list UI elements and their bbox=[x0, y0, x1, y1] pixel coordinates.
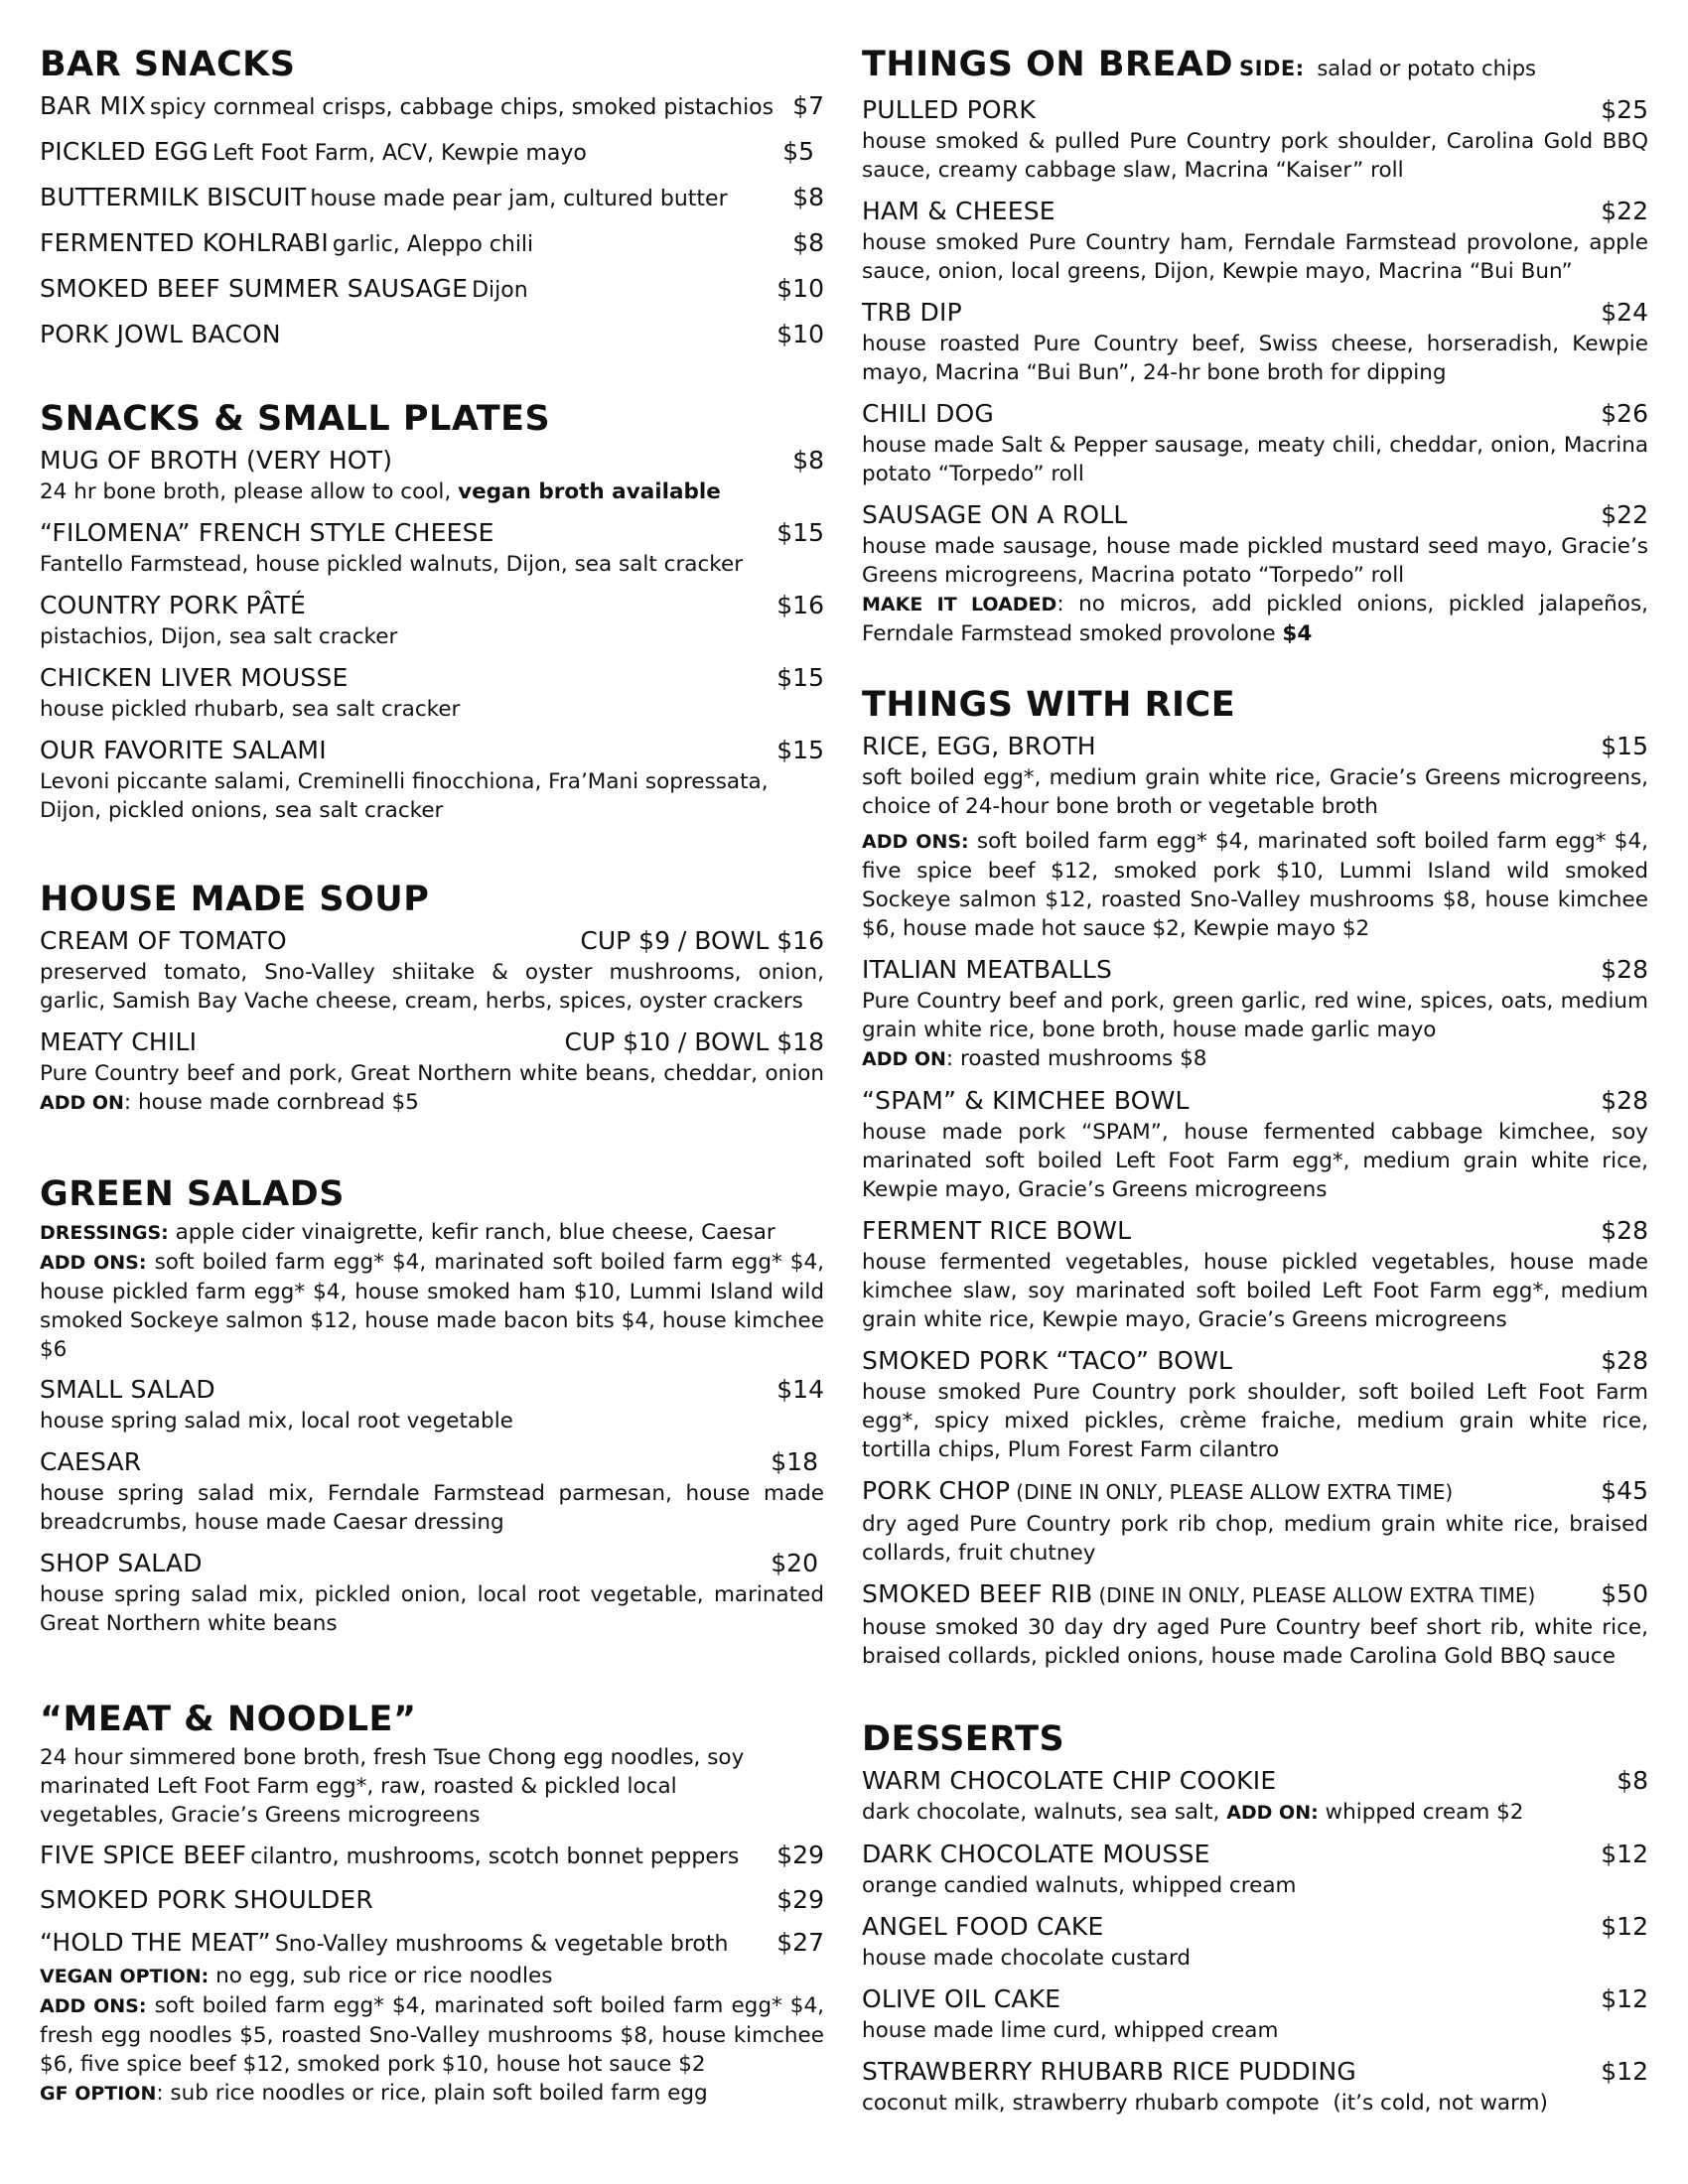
section-snacks-small-plates bbox=[40, 399, 824, 834]
item-description: dark chocolate, walnuts, sea salt, ADD ON: whipped cream $2 bbox=[862, 1800, 1524, 1825]
item-price: $26 bbox=[1601, 399, 1648, 428]
item-description: house spring salad mix, local root vegetable bbox=[40, 1409, 513, 1433]
item-price: $29 bbox=[776, 1841, 824, 1869]
item-price: $15 bbox=[776, 518, 824, 547]
item-price: $25 bbox=[1601, 95, 1648, 124]
item-description: house fermented vegetables, house pickled vegetables, house made kimchee slaw, soy marinated soft boiled Left Foot Farm egg*, medium grain white rice, Kewpie mayo, Gracie’s Greens microgreens bbox=[862, 1250, 1648, 1332]
item-description: house made pear jam, cultured butter bbox=[310, 187, 728, 211]
item-description: house pickled rhubarb, sea salt cracker bbox=[40, 697, 461, 722]
add-on-note: ADD ON: roasted mushrooms $8 bbox=[862, 1046, 1207, 1071]
item-price: $50 bbox=[1601, 1579, 1648, 1608]
item-name: WARM CHOCOLATE CHIP COOKIE bbox=[862, 1766, 1277, 1795]
item-description: Left Foot Farm, ACV, Kewpie mayo bbox=[211, 141, 587, 166]
item-price: $12 bbox=[1601, 1984, 1648, 2013]
menu-item bbox=[862, 194, 1648, 286]
section-title: “MEAT & NOODLE” bbox=[40, 1700, 417, 1739]
item-name: CHICKEN LIVER MOUSSE bbox=[40, 663, 349, 692]
menu-item bbox=[862, 396, 1648, 488]
menu-item bbox=[862, 2054, 1648, 2117]
item-name: MUG OF BROTH (VERY HOT) bbox=[40, 446, 393, 475]
add-ons-note: ADD ONS: soft boiled farm egg* $4, marinated soft boiled farm egg* $4, five spice beef $12, smoked pork $10, Lummi Island wild smoked Sockeye salmon $12, roasted Sno-Valley mushrooms $8, house kimchee $6, house made hot sauce $2, Kewpie mayo $2 bbox=[862, 829, 1648, 941]
item-name: FIVE SPICE BEEF bbox=[40, 1841, 247, 1869]
menu-item bbox=[40, 1024, 824, 1118]
item-price: $18 bbox=[771, 1447, 818, 1476]
menu-item bbox=[40, 88, 824, 125]
item-price: $12 bbox=[1601, 2057, 1648, 2086]
section-title: SNACKS & SMALL PLATES bbox=[40, 399, 551, 439]
menu-item bbox=[40, 180, 824, 216]
section-title: BAR SNACKS bbox=[40, 45, 296, 84]
item-note: (DINE IN ONLY, PLEASE ALLOW EXTRA TIME) bbox=[1098, 1583, 1536, 1607]
menu-item bbox=[862, 1083, 1648, 1204]
menu-item bbox=[40, 134, 824, 171]
menu-item bbox=[40, 1882, 824, 1917]
menu-item bbox=[40, 1372, 824, 1435]
item-description: house spring salad mix, Ferndale Farmstead parmesan, house made breadcrumbs, house made Caesar dressing bbox=[40, 1481, 824, 1535]
menu-item bbox=[40, 588, 824, 651]
item-price: $15 bbox=[776, 663, 824, 692]
item-price: $12 bbox=[1601, 1840, 1648, 1868]
menu-item bbox=[40, 225, 824, 262]
menu-item bbox=[862, 295, 1648, 387]
side-text: salad or potato chips bbox=[1317, 57, 1537, 80]
item-price: $15 bbox=[776, 736, 824, 764]
section-title: THINGS ON BREAD SIDE: salad or potato chips bbox=[862, 45, 1537, 84]
item-name: DARK CHOCOLATE MOUSSE bbox=[862, 1840, 1210, 1868]
menu-item bbox=[862, 729, 1648, 943]
item-description: soft boiled egg*, medium grain white rice, Gracie’s Greens microgreens, choice of 24-hour bone broth or vegetable broth bbox=[862, 765, 1648, 819]
item-price: $27 bbox=[776, 1928, 824, 1957]
item-description: Pure Country beef and pork, green garlic, red wine, spices, oats, medium grain white rice, bone broth, house made garlic mayo bbox=[862, 989, 1648, 1042]
item-price: $15 bbox=[1601, 732, 1648, 760]
menu-item bbox=[862, 1763, 1648, 1828]
item-price: $22 bbox=[1601, 500, 1648, 529]
item-name: BAR MIX bbox=[40, 91, 147, 120]
item-name: PICKLED EGG bbox=[40, 137, 209, 166]
item-name: HAM & CHEESE bbox=[862, 197, 1055, 225]
menu-item bbox=[862, 497, 1648, 648]
item-description: house made chocolate custard bbox=[862, 1946, 1192, 1971]
item-name: PORK JOWL BACON bbox=[40, 320, 281, 348]
item-description: cilantro, mushrooms, scotch bonnet peppers bbox=[250, 1844, 740, 1869]
item-price: $29 bbox=[776, 1885, 824, 1914]
item-description: Dijon bbox=[472, 278, 528, 303]
menu-item bbox=[40, 271, 824, 308]
menu-item bbox=[862, 1576, 1648, 1671]
menu-item bbox=[40, 1925, 824, 1962]
item-description: house smoked Pure Country pork shoulder, soft boiled Left Foot Farm egg*, spicy mixed pickles, crème fraiche, medium grain white rice, tortilla chips, Plum Forest Farm cilantro bbox=[862, 1380, 1648, 1462]
item-price: $20 bbox=[771, 1549, 818, 1577]
item-description: dry aged Pure Country pork rib chop, medium grain white rice, braised collards, fruit chutney bbox=[862, 1512, 1648, 1566]
item-description: Sno-Valley mushrooms & vegetable broth bbox=[274, 1932, 729, 1957]
item-description: coconut milk, strawberry rhubarb compote (it’s cold, not warm) bbox=[862, 2091, 1548, 2116]
menu-item bbox=[40, 515, 824, 579]
item-name: OLIVE OIL CAKE bbox=[862, 1984, 1061, 2013]
item-price: $14 bbox=[776, 1375, 824, 1404]
item-name: PORK CHOP bbox=[862, 1476, 1011, 1505]
menu-item bbox=[40, 1444, 824, 1537]
item-price: $10 bbox=[776, 320, 824, 348]
item-name: SMOKED PORK SHOULDER bbox=[40, 1885, 373, 1914]
section-things-with-rice bbox=[862, 685, 1648, 1680]
item-price: CUP $9 / BOWL $16 bbox=[580, 926, 824, 955]
item-price: CUP $10 / BOWL $18 bbox=[564, 1027, 824, 1056]
item-name: “HOLD THE MEAT” bbox=[40, 1928, 271, 1957]
section-title: THINGS WITH RICE bbox=[862, 685, 1236, 725]
item-price: $7 bbox=[792, 91, 824, 120]
item-price: $16 bbox=[776, 591, 824, 619]
item-name: CREAM OF TOMATO bbox=[40, 926, 287, 955]
item-description: house made Salt & Pepper sausage, meaty chili, cheddar, onion, Macrina potato “Torpedo” roll bbox=[862, 433, 1648, 486]
item-description: preserved tomato, Sno-Valley shiitake & oyster mushrooms, onion, garlic, Samish Bay Vache cheese, cream, herbs, spices, oyster crackers bbox=[40, 960, 824, 1014]
item-name: “SPAM” & KIMCHEE BOWL bbox=[862, 1086, 1190, 1115]
item-name: MEATY CHILI bbox=[40, 1027, 198, 1056]
menu-item bbox=[862, 1473, 1648, 1568]
add-ons-note: ADD ONS: soft boiled farm egg* $4, marinated soft boiled farm egg* $4, fresh egg noodles $5, roasted Sno-Valley mushrooms $8, house kimchee $6, five spice beef $12, smoked pork $10, house hot sauce $2 bbox=[40, 1993, 825, 2077]
menu-item bbox=[40, 733, 824, 825]
item-description: house made lime curd, whipped cream bbox=[862, 2018, 1279, 2043]
item-name: ANGEL FOOD CAKE bbox=[862, 1912, 1104, 1941]
item-name: “FILOMENA” FRENCH STYLE CHEESE bbox=[40, 518, 494, 547]
item-price: $22 bbox=[1601, 197, 1648, 225]
item-price: $24 bbox=[1601, 298, 1648, 327]
section-green-salads bbox=[40, 1174, 824, 1647]
make-it-loaded-note: MAKE IT LOADED: no micros, add pickled onions, pickled jalapeños, Ferndale Farmstead smoked provolone $4 bbox=[862, 592, 1648, 646]
section-meat-noodle bbox=[40, 1700, 824, 2109]
menu-item bbox=[862, 1343, 1648, 1464]
item-name: BUTTERMILK BISCUIT bbox=[40, 183, 307, 211]
menu-item bbox=[40, 443, 824, 506]
menu-item bbox=[40, 1546, 824, 1638]
item-name: SMALL SALAD bbox=[40, 1375, 215, 1404]
item-name: SAUSAGE ON A ROLL bbox=[862, 500, 1128, 529]
item-price: $8 bbox=[792, 228, 824, 257]
section-bar-snacks bbox=[40, 45, 824, 360]
vegan-option-note: VEGAN OPTION: no egg, sub rice or rice noodles bbox=[40, 1964, 553, 1988]
section-title: DESSERTS bbox=[862, 1719, 1065, 1759]
item-description: house roasted Pure Country beef, Swiss cheese, horseradish, Kewpie mayo, Macrina “Bui Bun”, 24-hr bone broth for dipping bbox=[862, 332, 1648, 385]
item-name: RICE, EGG, BROTH bbox=[862, 732, 1096, 760]
menu-item bbox=[862, 1909, 1648, 1973]
item-name: STRAWBERRY RHUBARB RICE PUDDING bbox=[862, 2057, 1356, 2086]
item-price: $28 bbox=[1601, 1346, 1648, 1375]
item-description: house smoked Pure Country ham, Ferndale Farmstead provolone, apple sauce, onion, local greens, Dijon, Kewpie mayo, Macrina “Bui Bun” bbox=[862, 230, 1648, 284]
item-name: PULLED PORK bbox=[862, 95, 1036, 124]
item-price: $28 bbox=[1601, 1216, 1648, 1245]
item-description: spicy cornmeal crisps, cabbage chips, smoked pistachios bbox=[150, 95, 774, 120]
item-price: $8 bbox=[792, 446, 824, 475]
item-name: COUNTRY PORK PÂTÉ bbox=[40, 591, 306, 619]
item-price: $10 bbox=[776, 274, 824, 303]
item-price: $8 bbox=[1617, 1766, 1648, 1795]
section-things-on-bread bbox=[862, 45, 1648, 657]
item-description: house spring salad mix, pickled onion, local root vegetable, marinated Great Northern white beans bbox=[40, 1582, 824, 1636]
item-description: Pure Country beef and pork, Great Northern white beans, cheddar, onion ADD ON: house made cornbread $5 bbox=[40, 1061, 824, 1115]
item-description: orange candied walnuts, whipped cream bbox=[862, 1873, 1297, 1898]
item-name: FERMENT RICE BOWL bbox=[862, 1216, 1132, 1245]
menu-item bbox=[862, 92, 1648, 185]
item-price: $12 bbox=[1601, 1912, 1648, 1941]
dressings-note: DRESSINGS: apple cider vinaigrette, kefir ranch, blue cheese, Caesar bbox=[40, 1220, 775, 1245]
item-name: SHOP SALAD bbox=[40, 1549, 203, 1577]
item-price: $28 bbox=[1601, 1086, 1648, 1115]
item-name: ITALIAN MEATBALLS bbox=[862, 955, 1113, 984]
item-name: OUR FAVORITE SALAMI bbox=[40, 736, 327, 764]
item-description: pistachios, Dijon, sea salt cracker bbox=[40, 624, 398, 649]
item-name: SMOKED PORK “TACO” BOWL bbox=[862, 1346, 1233, 1375]
item-price: $8 bbox=[792, 183, 824, 211]
item-name: FERMENTED KOHLRABI bbox=[40, 228, 329, 257]
menu-item bbox=[40, 923, 824, 1016]
item-name: SMOKED BEEF RIB bbox=[862, 1579, 1093, 1608]
side-label: SIDE: bbox=[1239, 57, 1305, 80]
menu-item bbox=[40, 660, 824, 724]
item-description: house smoked 30 day dry aged Pure Country beef short rib, white rice, braised collards, pickled onions, house made Carolina Gold BBQ sauce bbox=[862, 1615, 1648, 1669]
menu-item bbox=[862, 952, 1648, 1074]
gf-option-note: GF OPTION: sub rice noodles or rice, plain soft boiled farm egg bbox=[40, 2081, 708, 2106]
item-description: 24 hr bone broth, please allow to cool, vegan broth available bbox=[40, 479, 721, 504]
section-house-made-soup bbox=[40, 880, 824, 1127]
menu-item bbox=[40, 1838, 824, 1874]
menu-item bbox=[40, 317, 824, 351]
section-title: HOUSE MADE SOUP bbox=[40, 880, 430, 919]
item-description: house smoked & pulled Pure Country pork shoulder, Carolina Gold BBQ sauce, creamy cabbage slaw, Macrina “Kaiser” roll bbox=[862, 129, 1648, 183]
item-price: $5 bbox=[782, 137, 814, 166]
section-desserts bbox=[862, 1719, 1648, 2126]
item-description: Fantello Farmstead, house pickled walnuts, Dijon, sea salt cracker bbox=[40, 552, 744, 577]
item-price: $45 bbox=[1601, 1476, 1648, 1505]
item-name: CHILI DOG bbox=[862, 399, 994, 428]
item-description: Levoni piccante salami, Creminelli finocchiona, Fra’Mani sopressata, Dijon, pickled onions, sea salt cracker bbox=[40, 769, 769, 823]
add-ons-note: ADD ONS: soft boiled farm egg* $4, marinated soft boiled farm egg* $4, house pickled farm egg* $4, house smoked ham $10, Lummi Island wild smoked Sockeye salmon $12, house made bacon bits $4, house kimchee $6 bbox=[40, 1250, 825, 1362]
item-price: $28 bbox=[1601, 955, 1648, 984]
menu-item bbox=[862, 1981, 1648, 2045]
menu-item bbox=[862, 1213, 1648, 1334]
item-name: SMOKED BEEF SUMMER SAUSAGE bbox=[40, 274, 469, 303]
item-name: TRB DIP bbox=[862, 298, 962, 327]
item-description: house made pork “SPAM”, house fermented cabbage kimchee, soy marinated soft boiled Left Foot Farm egg*, medium grain white rice, Kewpie mayo, Gracie’s Greens microgreens bbox=[862, 1120, 1648, 1202]
item-description: garlic, Aleppo chili bbox=[332, 232, 534, 257]
item-description: house made sausage, house made pickled mustard seed mayo, Gracie’s Greens microgreens, Macrina potato “Torpedo” roll bbox=[862, 534, 1648, 588]
item-note: (DINE IN ONLY, PLEASE ALLOW EXTRA TIME) bbox=[1016, 1480, 1454, 1504]
item-name: CAESAR bbox=[40, 1447, 142, 1476]
section-title: GREEN SALADS bbox=[40, 1174, 345, 1214]
menu-item bbox=[862, 1837, 1648, 1900]
section-intro: 24 hour simmered bone broth, fresh Tsue Chong egg noodles, soy marinated Left Foot Farm egg*, raw, roasted & pickled local vegetables, Gracie’s Greens microgreens bbox=[40, 1745, 745, 1828]
